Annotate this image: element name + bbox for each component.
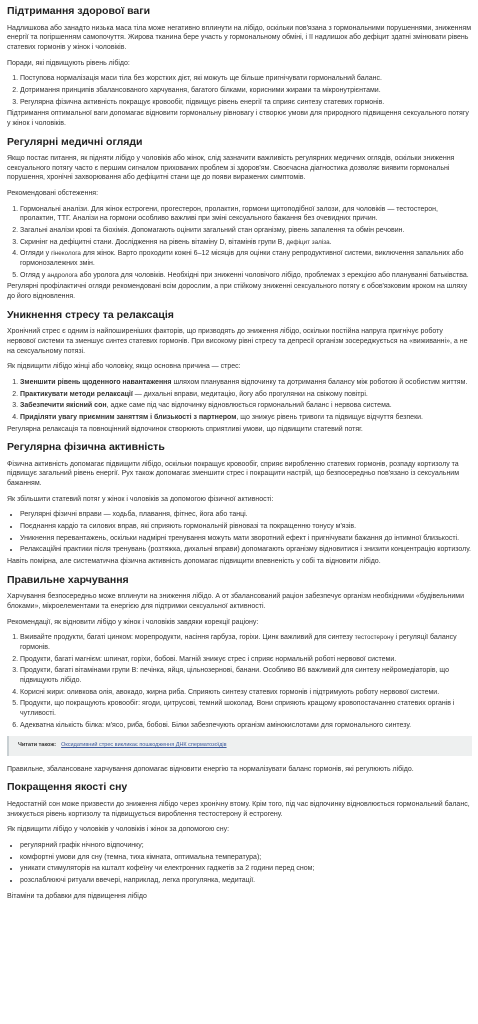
list-item: • Поєднання кардіо та силових вправ, які сприяють гормональній рівновазі та покращенню тонусу м'язів.: [20, 522, 472, 532]
also-read-link[interactable]: Оксидативний стрес викликає пошкодження ДНК сперматозоїдів: [61, 742, 227, 749]
paragraph: Харчування безпосередньо може вплинути на зниження лібідо. А от збалансований раціон забезпечує організм необхідними «будівельними блоками», мікроелементами та енергією для підтримки сексуальної активності.: [7, 593, 465, 610]
stress-list: [7, 378, 472, 423]
paragraph: Фізична активність допомагає підвищити лібідо, оскільки покращує кровообіг, сприяє виробленню статевих гормонів, розпаду кортизолу та підвищує загальний рівень енергії. Рух також допомагає зменшити стрес і покращити настрій, що безпосередньо пов'язано із сексуальним бажанням.: [7, 460, 460, 488]
inline-term: тестостерону: [354, 634, 394, 642]
list-item: • Релаксаційні практики після тренувань (розтяжка, дихальні вправи) допомагають організму відновитися і знизити концентрацію кортизолу.: [20, 545, 472, 555]
list-item: • розслаблюючі ритуали ввечері, наприклад, легка прогулянка, медитації.: [20, 876, 472, 886]
paragraph: Надлишкова або занадто низька маса тіла може негативно вплинути на лібідо, оскільки пов'язана з гормональними порушеннями, зниженням енергії та погіршенням самопочуття. Жирова тканина бере участь у гормональному обміні, і її надлишок або дефіцит здатні змінювати рівень статевих гормонів у жінок і чоловіків.: [7, 24, 472, 51]
also-read-label: Читати також:: [18, 742, 57, 749]
list-item: 3. Продукти, багаті вітамінами групи B: печінка, яйця, цільнозернові, банани. Особливо B6 важливий для синтезу нейромедіаторів, що підвищують лібідо.: [20, 666, 472, 685]
list-intro: Рекомендації, як відновити лібідо у жінок і чоловіків завдяки корекції раціону:: [7, 618, 259, 626]
section-title-weight: Підтримання здорової ваги: [7, 5, 151, 17]
list-item: • комфортні умови для сну (темна, тиха кімната, оптимальна температура);: [20, 853, 472, 863]
list-item: 4. Корисні жири: оливкова олія, авокадо, жирна риба. Сприяють синтезу статевих гормонів і підтримують роботу нервової системи.: [20, 688, 472, 698]
inline-term: гінеколога: [51, 250, 81, 258]
list-intro: Поради, які підвищують рівень лібідо:: [7, 59, 130, 67]
list-item: 6. Адекватна кількість білка: м'ясо, риба, бобові. Білки забезпечують організм амінокислотами для гормонального синтезу.: [20, 721, 472, 731]
section-title-nutrition: Правильне харчування: [7, 573, 129, 586]
list-item: 1. Гормональні аналізи. Для жінок естрогени, прогестерон, пролактин, гормони щитоподібної залози, для чоловіків — тестостерон, пролактин, ТТГ. Аналізи на гормони особливо важливі при зміні сексуального бажання без очевидних причин.: [20, 205, 472, 224]
paragraph: Регулярна релаксація та повноцінний відпочинок створюють сприятливі умови, що підвищити статевий потяг.: [7, 425, 363, 433]
section-title-checkups: Регулярні медичні огляди: [7, 135, 143, 148]
paragraph: Підтримання оптимальної ваги допомагає відновити гормональну рівновагу і створює умови для природного підвищення сексуального потягу у жінок і чоловіків.: [7, 110, 469, 127]
list-item: • уникати стимуляторів на кшталт кофеїну чи електронних гаджетів за 2 години перед сном;: [20, 864, 472, 874]
section-title-sleep: Покращення якості сну: [7, 781, 128, 794]
list-item: 2. Загальні аналізи крові та біохімія. Допомагають оцінити загальний стан організму, рівень запалення та обмін речовин.: [20, 226, 472, 236]
list-item: 3. Забезпечити якісний сон, адже саме під час відпочинку відновлюється гормональний баланс і нервова система.: [20, 401, 472, 411]
list-item: 1. Вживайте продукти, багаті цинком: морепродукти, насіння гарбуза, горіхи. Цинк важливий для синтезу тестостерону і регуляції балансу гормонів.: [20, 633, 472, 652]
paragraph: Регулярні профілактичні огляди рекомендовані всім дорослим, а при стійкому зниженні сексуального потягу є обов'язковим кроком на шляху до його відновлення.: [7, 283, 468, 301]
list-item: • регулярний графік нічного відпочинку;: [20, 841, 472, 851]
section-title-stress: Уникнення стресу та релаксація: [7, 308, 174, 321]
list-item: 1. Зменшити рівень щоденного навантаження шляхом планування відпочинку та дотримання балансу між роботою й особистим життям.: [20, 378, 472, 388]
list-intro: Як збільшити статевий потяг у жінок і чоловіків за допомогою фізичної активності:: [7, 495, 274, 503]
list-item: 5. Огляд у андролога або уролога для чоловіків. Необхідні при зниженні чоловічого лібідо, проблемах з ерекцією або плануванні батьківства.: [20, 271, 472, 281]
paragraph: Недостатній сон може призвести до зниження лібідо через хронічну втому. Крім того, під час відпочинку відновлюється гормональний баланс, знижується рівень кортизолу та підвищується вироблення тестостерону й естрогену.: [7, 801, 470, 818]
list-item: 2. Дотримання принципів збалансованого харчування, багатого білками, корисними жирами та мікронутрієнтами.: [20, 86, 472, 96]
list-item: • Уникнення перевантажень, оскільки надмірні тренування можуть мати зворотний ефект і пригнічувати бажання до інтимної близькості.: [20, 534, 472, 544]
list-item: • Регулярні фізичні вправи — ходьба, плавання, фітнес, йога або танці.: [20, 510, 472, 520]
list-item: 2. Практикувати методи релаксації — дихальні вправи, медитацію, йогу або прогулянки на свіжому повітрі.: [20, 390, 472, 400]
paragraph: Якщо постає питання, як підняти лібідо у чоловіків або жінок, слід зазначити важливість регулярних медичних оглядів, оскільки зниження сексуального потягу часто є першим сигналом прихованих проблем зі здоров'ям. Своєчасна діагностика дозволяє виявити гормональні порушення, хронічні захворювання або дефіцитні стани ще до появи виражених симптомів.: [7, 155, 455, 182]
list-item: 5. Продукти, що покращують кровообіг: ягоди, цитрусові, темний шоколад. Вони сприяють кращому кровопостачанню статевих органів і чутливості.: [20, 699, 472, 718]
next-section-heading: Вітаміни та добавки для підвищення лібідо: [7, 892, 147, 900]
list-intro: Як підвищити лібідо у чоловіків у чоловіків і жінок за допомогою сну:: [7, 826, 230, 834]
paragraph: Навіть помірна, але систематична фізична активність допомагає підвищити впевненість у собі та відновити лібідо.: [7, 558, 381, 566]
list-item: 4. Огляди у гінеколога для жінок. Варто проходити кожні 6–12 місяців для оцінки стану репродуктивної системи, виключення запальних або гормонозалежних змін.: [20, 249, 472, 268]
list-item: 3. Регулярна фізична активність покращує кровообіг, підвищує рівень енергії та сприяє синтезу статевих гормонів.: [20, 98, 472, 108]
inline-term: дефіцит заліза: [286, 238, 330, 246]
inline-term: андролога: [47, 271, 78, 279]
section-title-activity: Регулярна фізична активність: [7, 441, 165, 454]
list-item: 1. Поступова нормалізація маси тіла без жорстких дієт, які можуть ще більше пригнічувати гормональний баланс.: [20, 74, 472, 84]
list-intro: Рекомендовані обстеження:: [7, 190, 99, 198]
list-item: 2. Продукти, багаті магнієм: шпинат, горіхи, бобові. Магній знижує стрес і сприяє нормальній роботі нервової системи.: [20, 655, 472, 665]
checkups-list: [7, 205, 472, 281]
list-intro: Як підвищити лібідо жінці або чоловіку, якщо основна причина — стрес:: [7, 363, 241, 371]
activity-list: [7, 510, 472, 555]
nutrition-list: [7, 633, 472, 730]
sleep-list: [7, 841, 472, 886]
list-item: 3. Скринінг на дефіцитні стани. Дослідження на рівень вітаміну D, вітамінів групи B, дефіцит заліза.: [20, 238, 472, 248]
paragraph: Хронічний стрес є одним із найпоширеніших факторів, що призводять до зниження лібідо, оскільки постійна напруга пригнічує роботу нервової системи та зменшує синтез статевих гормонів. При високому рівні стресу та депресії організм зосереджується на «виживанні», а не на сексуальному потязі.: [7, 328, 468, 355]
also-read-box: [7, 736, 472, 756]
weight-tips-list: [7, 74, 472, 107]
list-item: 4. Приділяти увагу приємним заняттям і близькості з партнером, що знижує рівень тривоги та підвищує відчуття безпеки.: [20, 413, 472, 423]
paragraph: Правильне, збалансоване харчування допомагає відновити енергію та нормалізувати баланс гормонів, які регулюють лібідо.: [7, 765, 414, 773]
